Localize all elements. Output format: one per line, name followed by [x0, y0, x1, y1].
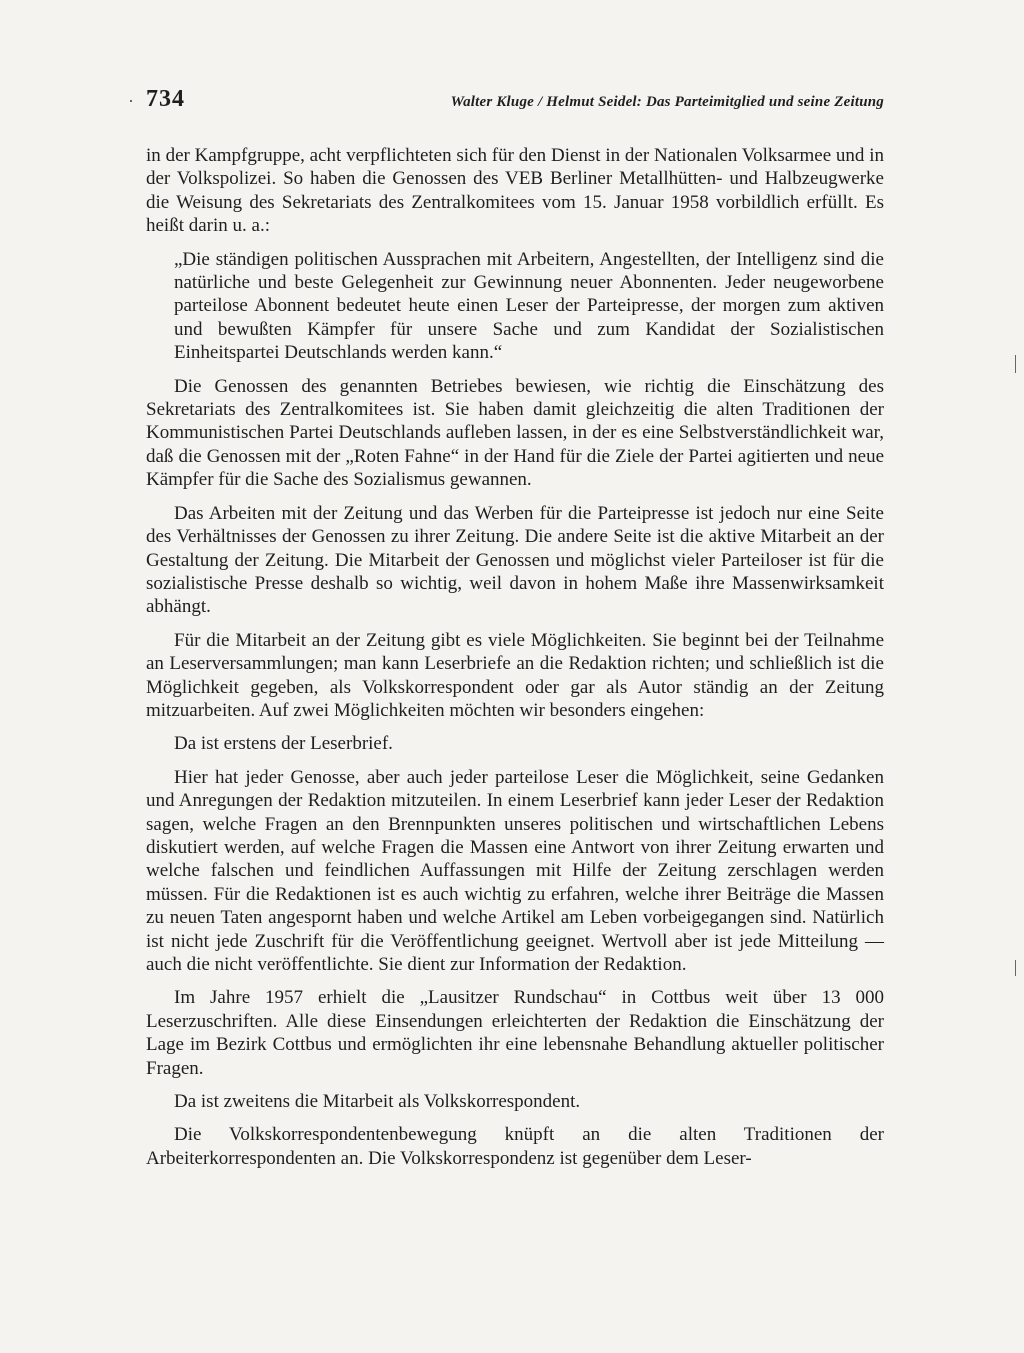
running-title: Walter Kluge / Helmut Seidel: Das Parteimitglied und seine Zeitung: [450, 94, 884, 110]
paragraph-short: Da ist erstens der Leserbrief.: [174, 733, 393, 755]
paragraph-continuation: in der Kampfgruppe, acht verpflichteten sich für den Dienst in der Nationalen Volksarmee und in der Volkspolizei. So haben die Genossen des VEB Berliner Metallhütten- und Halbzeugwerke die Weisung des Sekretariats des Zentralkomitees vom 15. Januar 1958 vorbildlich erfüllt. Es heißt darin u. a.:: [146, 145, 884, 237]
page-number: 734: [146, 86, 185, 112]
paragraph: Im Jahre 1957 erhielt die „Lausitzer Rundschau“ in Cottbus weit über 13 000 Leserzuschriften. Alle diese Einsendungen erleichterten der Redaktion die Einschätzung der Lage im Bezirk Cottbus und ermöglichten ihr eine lebensnahe Behandlung aktueller politischer Fragen.: [146, 987, 884, 1079]
block-quote: „Die ständigen politischen Aussprachen mit Arbeitern, Angestellten, der Intelligenz sind die natürliche und beste Gelegenheit zur Gewinnung neuer Abonnenten. Jeder neugeworbene parteilose Abonnent bedeutet heute einen Leser der Parteipresse, der morgen zum aktiven und bewußten Kämpfer für unsere Sache und zum Kandidat der Sozialistischen Einheitspartei Deutschlands werden kann.“: [174, 248, 884, 364]
body-text: [146, 144, 884, 1170]
paragraph: Für die Mitarbeit an der Zeitung gibt es viele Möglichkeiten. Sie beginnt bei der Teilnahme an Leserversammlungen; man kann Leserbriefe an die Redaktion richten; und schließlich ist die Möglichkeit gegeben, als Volkskorrespondent oder gar als Autor ständig an der Zeitung mitzuarbeiten. Auf zwei Möglichkeiten möchten wir besonders eingehen:: [146, 629, 884, 721]
paragraph: Die Genossen des genannten Betriebes bewiesen, wie richtig die Einschätzung des Sekretariats des Zentralkomitees ist. Sie haben damit gleichzeitig die alten Traditionen der Kommunistischen Partei Deutschlands aufleben lassen, in der es eine Selbstverständlichkeit war, daß die Genossen mit der „Roten Fahne“ in der Hand für die Ziele der Partei agitierten und neue Kämpfer für die Sache des Sozialismus gewannen.: [146, 375, 884, 491]
paragraph-short: Da ist zweitens die Mitarbeit als Volkskorrespondent.: [174, 1091, 581, 1113]
scan-speck: [130, 100, 132, 102]
scan-edge-mark: [1015, 960, 1016, 976]
scan-edge-mark: [1015, 355, 1016, 373]
paragraph: Das Arbeiten mit der Zeitung und das Werben für die Parteipresse ist jedoch nur eine Seite des Verhältnisses der Genossen zu ihrer Zeitung. Die andere Seite ist die aktive Mitarbeit an der Gestaltung der Zeitung. Die Mitarbeit der Genossen und möglichst vieler Parteiloser ist für die sozialistische Presse deshalb so wichtig, weil davon in hohem Maße ihre Massenwirksamkeit abhängt.: [146, 502, 884, 618]
page-header: [146, 86, 884, 120]
paragraph-final: Die Volkskorrespondentenbewegung knüpft an die alten Traditionen der Arbeiterkorrespondenten an. Die Volkskorrespondenz ist gegenüber dem Leser-: [146, 1124, 884, 1169]
paragraph: Hier hat jeder Genosse, aber auch jeder parteilose Leser die Möglichkeit, seine Gedanken und Anregungen der Redaktion mitzuteilen. In einem Leserbrief kann jeder Leser der Redaktion sagen, welche Fragen an den Brennpunkten unseres politischen und wirtschaftlichen Lebens diskutiert werden, auf welche Fragen die Massen eine Antwort von ihrer Zeitung erwarten und welche falschen und feindlichen Auffassungen mit Hilfe der Zeitung zerschlagen werden müssen. Für die Redaktionen ist es auch wichtig zu erfahren, welche ihrer Beiträge die Massen zu neuen Taten angespornt haben und welche Artikel am Leben vorbeigegangen sind. Natürlich ist nicht jede Zuschrift für die Veröffentlichung geeignet. Wertvoll aber ist jede Mitteilung — auch die nicht veröffentlichte. Sie dient zur Information der Redaktion.: [146, 766, 884, 975]
